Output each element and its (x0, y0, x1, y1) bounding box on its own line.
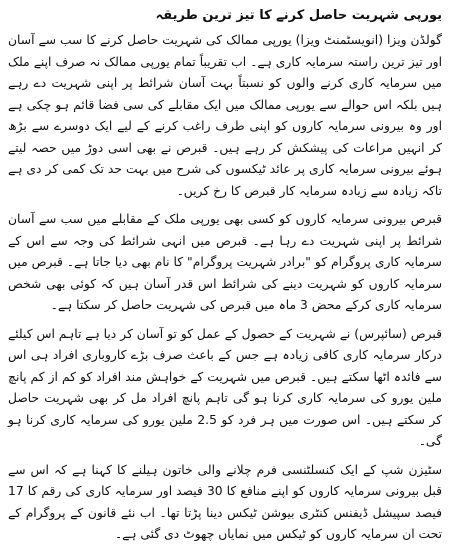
article-paragraph-4: سٹیزن شپ کے ایک کنسلٹنسی فرم چلانے والی خاتون ہیلنے کا کہنا ہے کہ اس سے قبل بیرونی سرمایہ کاروں کو اپنے منافع کا 30 فیصد اور سرمایہ کاری کی رقم کا 17 فیصد سپیشل ڈیفنس کنٹری بیوشن ٹیکس دینا پڑتا تھا۔ اب نئے قانون کے پروگرام کے تحت ان سرمایہ کاروں کو ٹیکس میں نمایاں چھوٹ دی گئی ہے۔ (8, 462, 442, 541)
article-headline: یورپی شہریت حاصل کرنے کا تیز ترین طریقہ (155, 8, 442, 23)
article (8, 6, 442, 553)
article-paragraph-1: گولڈن ویزا (انویسٹمنٹ ویزا) یورپی ممالک کی شہریت حاصل کرنے کا سب سے آسان اور تیز ترین راستہ سرمایہ کاری ہے۔ اب تقریباً تمام یورپی ممالک نہ صرف اپنے ملک میں سرمایہ کاری کرنے والوں کو نسبتاً بہت آسان شرائط پر اپنی شہریت دے رہے ہیں بلکہ اس حوالے سے یورپی ممالک میں ایک مقابلے کی سی فضا قائم ہو چکی ہے اور وہ بیرونی سرمایہ کاروں کو اپنی طرف راغب کرنے کے لیے ایک دوسرے سے بڑھ کر انہیں مراعات کی پیشکش کر رہے ہیں۔ قبرص نے بھی اسی دوڑ میں حصہ لیتے ہوئے بیرونی سرمایہ کاری پر عائد ٹیکسوں کی شرح میں بہت حد تک کمی کر دی ہے تاکہ زیادہ سے زیادہ سرمایہ کار قبرص کا رخ کریں۔ (8, 33, 442, 198)
article-paragraph-3: قبرص (سائپرس) نے شہریت کے حصول کے عمل کو تو آسان کر دیا ہے تاہم اس کیلئے درکار سرمایہ کاری کافی زیادہ ہے جس کے باعث صرف بڑے کاروباری افراد ہی اس سے فائدہ اٹھا سکتے ہیں۔ قبرص میں شہریت کے خواہش مند افراد کو کم از کم پانچ ملین یورو کی سرمایہ کاری کرنا ہو گی تاہم پانچ افراد مل کر بھی شہریت حاصل کر سکتے ہیں۔ اس صورت میں ہر فرد کو 2.5 ملین یورو کی سرمایہ کاری کرنا ہو گی۔ (8, 326, 442, 448)
article-paragraph-2: قبرص بیرونی سرمایہ کاروں کو کسی بھی یورپی ملک کے مقابلے میں سب سے آسان شرائط پر اپنی شہریت دے رہا ہے۔ قبرص میں انہی شرائط کی وجہ سے اس کے سرمایہ کاری پروگرام کو "برادر شہریت پروگرام" کا نام بھی دیا جاتا ہے۔ قبرص میں سرمایہ کاروں کو شہریت دینے کی شرائط اس قدر آسان ہیں کہ کوئی بھی شخص سرمایہ کاری کرکے محض 3 ماہ میں قبرص کی شہریت حاصل کر سکتا ہے۔ (8, 212, 442, 312)
